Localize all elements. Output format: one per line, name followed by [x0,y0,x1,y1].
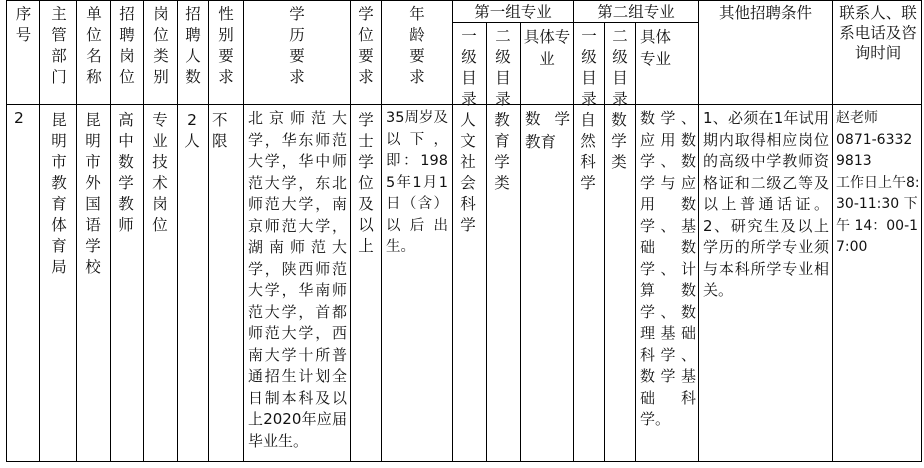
header-gender: 性别要求 [218,5,234,86]
header-g1-specific: 具体专业 [523,28,571,68]
row-other: 1、必须在1年试用期内取得相应岗位的高级中学教师资格证和二级乙等及以上普通话证。2、研究生及以上学历的所学专业须与本科所学专业相关。 [703,109,829,299]
header-g2-specific: 具体专业 [640,28,672,68]
row-gender: 不限 [212,111,228,150]
row-dept: 昆明市教育体育局 [51,111,67,276]
header-dept: 主管部门 [51,5,67,86]
row-unit: 昆明市外国语学校 [85,111,101,276]
row-education: 北京师范大学，华东师范大学，华中师范大学，东北师范大学，南京师范大学，湖南师范大学，陕西师范大学，华南师范大学，首都师范大学，西南大学十所普通招生计划全日制本科及以上2020年应届毕业生。 [248,109,347,450]
header-seq: 序号 [15,5,32,44]
header-g2-level1: 一级目录 [581,27,597,108]
contact-phone: 0871-63329813 [836,131,913,169]
header-post: 招聘岗位 [119,5,135,86]
row-g1-level1: 人文社会科学 [460,111,476,234]
row-count: 2人 [184,111,200,150]
header-group1: 第一组专业 [474,3,552,21]
row-age: 35周岁及以下，即：1985年1月1日（含）以后出生。 [386,110,448,255]
row-g2-specific: 数学、应用数学、数学与应用数学、基础数学、计算数学、数理基础科学、数学基础科学。 [640,109,696,428]
contact-time: 工作日上午8:30-11:30 下午 14：00-17:00 [836,174,920,255]
header-g1-level1: 一级目录 [461,27,477,108]
contact-name: 赵老师 [836,110,878,126]
row-seq: 2 [14,109,24,127]
row-g1-specific: 数学教育 [525,110,570,151]
header-contact: 联系人、联系电话及咨询时间 [839,4,917,62]
row-contact [836,108,920,259]
row-g1-level2: 教育学类 [494,111,510,192]
header-g1-level2: 二级目录 [495,27,511,108]
row-g2-level2: 数学类 [611,111,627,171]
header-education: 学 历 要 求 [289,5,336,86]
header-count: 招聘人数 [185,5,201,86]
row-degree: 学士学位及以上 [358,111,374,255]
header-other: 其他招聘条件 [718,4,812,22]
header-unit: 单位名称 [86,5,102,86]
row-g2-level1: 自然科学 [580,111,596,192]
header-group2: 第二组专业 [597,3,675,21]
header-g2-level2: 二级目录 [612,27,628,108]
row-post: 高中数学教师 [118,111,134,234]
header-age: 年 龄 要 求 [409,5,456,86]
header-post-type: 岗位类别 [153,5,169,86]
header-degree: 学位要求 [358,5,374,86]
row-post-type: 专业技术岗位 [152,111,168,234]
